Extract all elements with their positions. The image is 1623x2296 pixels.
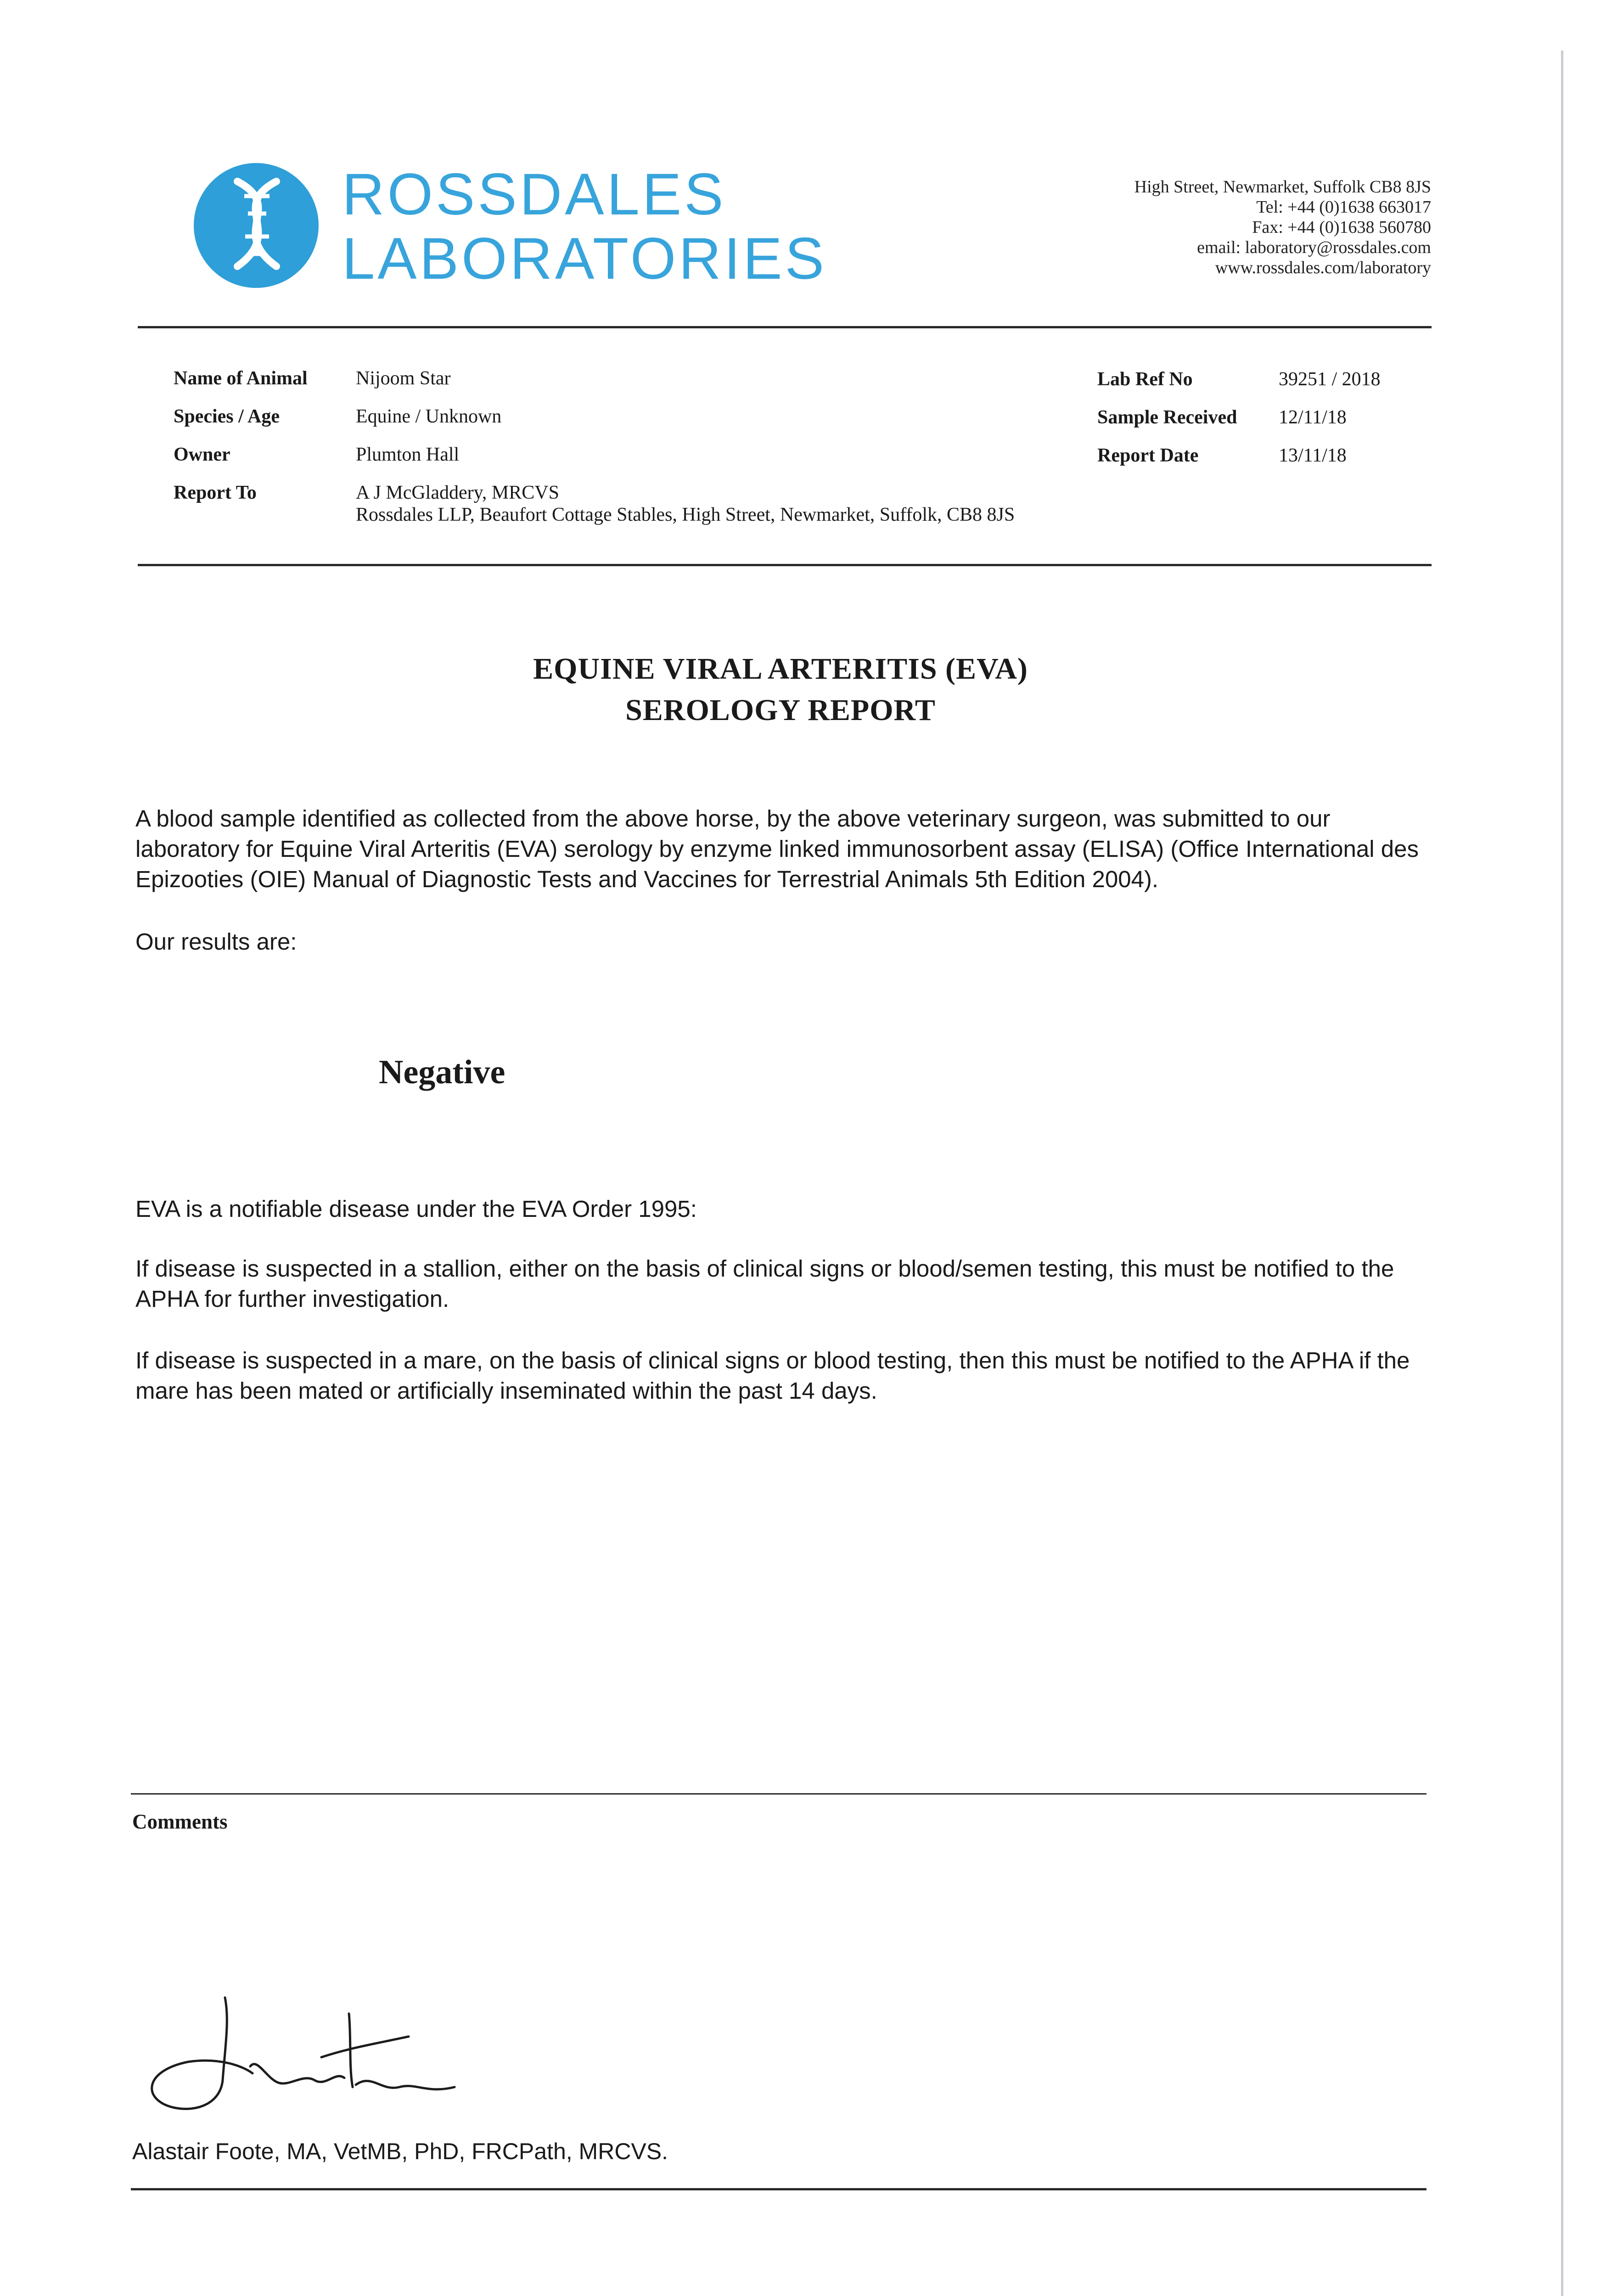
- signatory-name: Alastair Foote, MA, VetMB, PhD, FRCPath, MRCVS.: [132, 2138, 668, 2164]
- species-age-label: Species / Age: [174, 406, 280, 427]
- report-title-line1: EQUINE VIRAL ARTERITIS (EVA): [533, 652, 1028, 686]
- lab-ref-value: 39251 / 2018: [1279, 369, 1381, 390]
- intro-paragraph: A blood sample identified as collected from the above horse, by the above veterinary surgeon, was submitted to our laboratory for Equine Viral Arteritis (EVA) serology by enzyme linked immunosorbent assay (ELISA) (Office International des Epizooties (OIE) Manual of Diagnostic Tests and Vaccines for Terrestrial Animals 5th Edition 2004).: [135, 805, 1419, 892]
- results-intro: Our results are:: [135, 929, 297, 955]
- address-email: email: laboratory@rossdales.com: [1197, 238, 1431, 257]
- mare-notice: If disease is suspected in a mare, on the basis of clinical signs or blood testing, then this must be notified to the APHA if the mare has been mated or artificially inseminated within the past 14 days.: [135, 1347, 1410, 1404]
- address-website: www.rossdales.com/laboratory: [1215, 258, 1431, 277]
- report-date-label: Report Date: [1097, 445, 1199, 466]
- report-to-label: Report To: [174, 482, 257, 503]
- comments-divider: [131, 1793, 1426, 1795]
- brand-logotype: [342, 162, 827, 292]
- address-street: High Street, Newmarket, Suffolk CB8 8JS: [1134, 177, 1431, 197]
- owner-value: Plumton Hall: [356, 444, 460, 465]
- dna-helix-icon: [194, 163, 319, 288]
- report-title-line2: SEROLOGY REPORT: [625, 693, 936, 727]
- address-tel: Tel: +44 (0)1638 663017: [1256, 197, 1431, 217]
- logo-line-laboratories: LABORATORIES: [342, 226, 827, 292]
- header-divider: [138, 326, 1432, 328]
- sample-received-label: Sample Received: [1097, 407, 1237, 428]
- species-age-value: Equine / Unknown: [356, 406, 502, 427]
- details-divider: [138, 564, 1432, 566]
- name-of-animal-value: Nijoom Star: [356, 368, 451, 389]
- report-to-address: Rossdales LLP, Beaufort Cottage Stables, High Street, Newmarket, Suffolk, CB8 8JS: [356, 504, 1015, 525]
- signature: [133, 1993, 482, 2131]
- scan-edge-shadow: [1561, 51, 1563, 2296]
- lab-address-block: [1134, 177, 1431, 278]
- sample-received-value: 12/11/18: [1279, 407, 1347, 428]
- name-of-animal-label: Name of Animal: [174, 368, 308, 389]
- footer-divider: [131, 2188, 1426, 2190]
- comments-label: Comments: [132, 1810, 228, 1833]
- owner-label: Owner: [174, 444, 230, 465]
- logo-line-rossdales: ROSSDALES: [342, 162, 726, 227]
- address-fax: Fax: +44 (0)1638 560780: [1252, 218, 1431, 237]
- report-to-name: A J McGladdery, MRCVS: [356, 482, 559, 503]
- report-date-value: 13/11/18: [1279, 445, 1347, 466]
- stallion-notice: If disease is suspected in a stallion, either on the basis of clinical signs or blood/semen testing, this must be notified to the APHA for further investigation.: [135, 1255, 1394, 1312]
- test-result: Negative: [379, 1053, 505, 1091]
- lab-ref-label: Lab Ref No: [1097, 369, 1193, 390]
- notifiable-disease-statement: EVA is a notifiable disease under the EVA Order 1995:: [135, 1196, 697, 1222]
